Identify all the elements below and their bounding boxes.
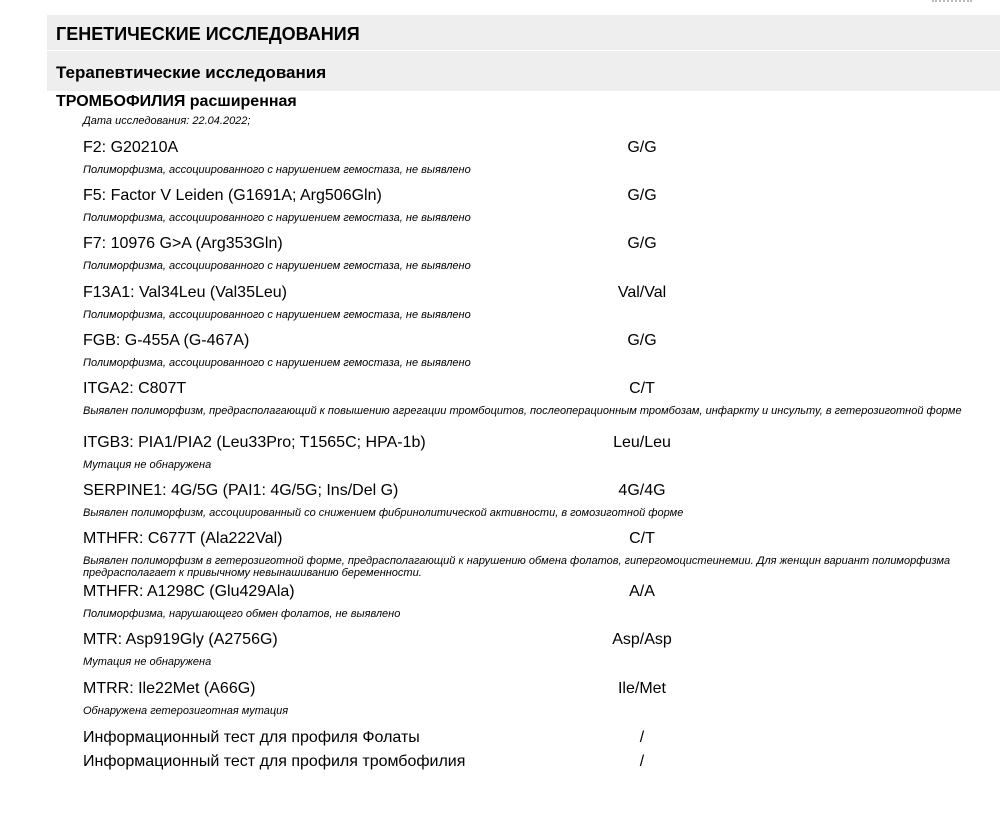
test-name: Информационный тест для профиля Фолаты — [83, 729, 420, 746]
test-result: C/T — [629, 380, 655, 397]
test-name: FGB: G-455A (G-467A) — [83, 332, 250, 349]
section-title: ГЕНЕТИЧЕСКИЕ ИССЛЕДОВАНИЯ — [47, 15, 1000, 50]
test-comment: Полиморфизма, нарушающего обмен фолатов, не выявлено — [83, 608, 401, 620]
test-result: 4G/4G — [618, 482, 666, 499]
test-result: / — [639, 753, 645, 770]
test-result: C/T — [629, 530, 655, 547]
study-date: Дата исследования: 22.04.2022; — [83, 115, 251, 127]
test-result: Val/Val — [617, 284, 667, 301]
test-comment: Мутация не обнаружена — [83, 459, 212, 471]
test-name: F13A1: Val34Leu (Val35Leu) — [83, 284, 287, 301]
test-comment: Полиморфизма, ассоциированного с нарушением гемостаза, не выявлено — [83, 260, 471, 272]
test-name: F5: Factor V Leiden (G1691A; Arg506Gln) — [83, 187, 382, 204]
test-name: ITGB3: PIA1/PIA2 (Leu33Pro; T1565C; HPA-1b) — [83, 434, 426, 451]
subsection-title: Терапевтические исследования — [47, 51, 1000, 91]
test-comment: Выявлен полиморфизм, ассоциированный со снижением фибринолитической активности, в гомозиготной форме — [83, 507, 684, 519]
test-result: Asp/Asp — [612, 631, 672, 648]
test-result: A/A — [629, 583, 655, 600]
test-comment: Полиморфизма, ассоциированного с нарушением гемостаза, не выявлено — [83, 357, 471, 369]
test-name: Информационный тест для профиля тромбофилия — [83, 753, 466, 770]
test-result: G/G — [627, 187, 657, 204]
test-result: G/G — [627, 332, 657, 349]
top-edge-marks — [932, 0, 972, 5]
test-result: G/G — [627, 139, 657, 156]
test-name: SERPINE1: 4G/5G (PAI1: 4G/5G; Ins/Del G) — [83, 482, 399, 499]
test-name: F7: 10976 G>A (Arg353Gln) — [83, 235, 283, 252]
test-result: / — [639, 729, 645, 746]
test-comment: Мутация не обнаружена — [83, 656, 212, 668]
test-name: MTR: Asp919Gly (A2756G) — [83, 631, 278, 648]
test-comment: Обнаружена гетерозиготная мутация — [83, 705, 289, 717]
test-comment: Выявлен полиморфизм в гетерозиготной форме, предрасполагающий к нарушению обмена фолатов, гипергомоцистеинемии. Для женщин вариант полиморфизма предрасполагает к привычному невынашиванию беременности. — [83, 555, 951, 579]
test-result: G/G — [627, 235, 657, 252]
test-name: ITGA2: C807T — [83, 380, 187, 397]
panel-title: ТРОМБОФИЛИЯ расширенная — [56, 93, 297, 110]
test-comment: Полиморфизма, ассоциированного с нарушением гемостаза, не выявлено — [83, 164, 471, 176]
test-name: F2: G20210A — [83, 139, 179, 156]
test-comment: Выявлен полиморфизм, предрасполагающий к повышению агрегации тромбоцитов, послеоперационным тромбозам, инфаркту и инсульту, в гетерозиготной форме — [83, 405, 962, 417]
test-name: MTRR: Ile22Met (A66G) — [83, 680, 256, 697]
test-result: Leu/Leu — [613, 434, 671, 451]
test-name: MTHFR: A1298C (Glu429Ala) — [83, 583, 295, 600]
test-name: MTHFR: C677T (Ala222Val) — [83, 530, 283, 547]
test-comment: Полиморфизма, ассоциированного с нарушением гемостаза, не выявлено — [83, 309, 471, 321]
test-result: Ile/Met — [617, 680, 666, 697]
test-comment: Полиморфизма, ассоциированного с нарушением гемостаза, не выявлено — [83, 212, 471, 224]
